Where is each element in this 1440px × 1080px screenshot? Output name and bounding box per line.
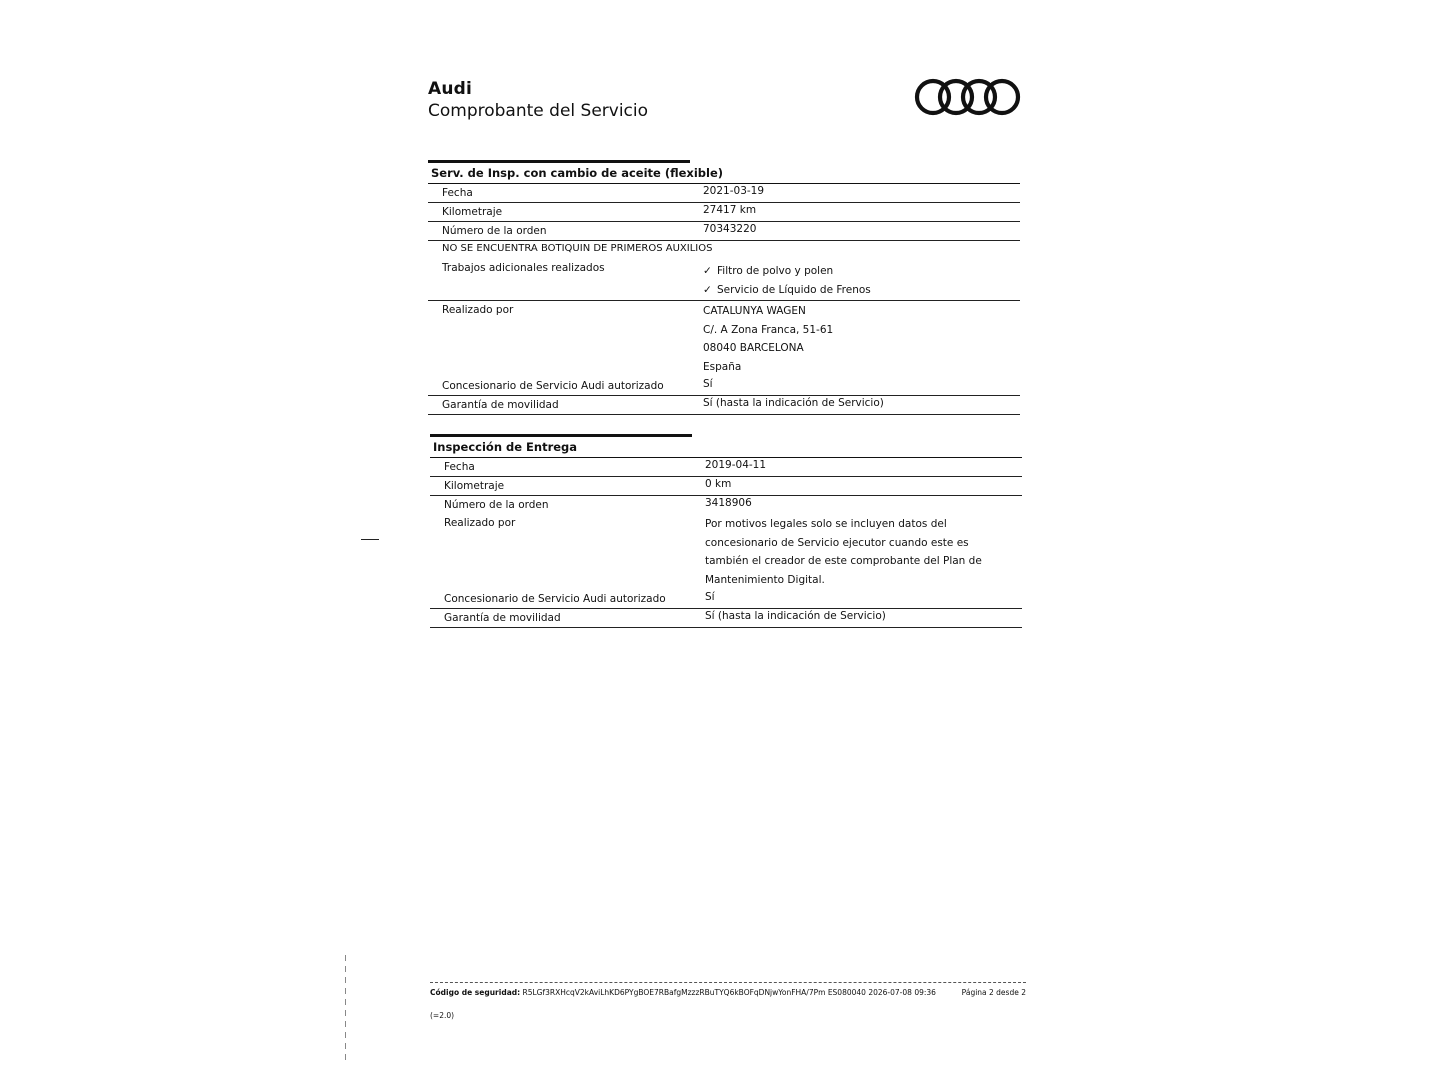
authorized-dealer-label: Concesionario de Servicio Audi autorizado bbox=[442, 380, 664, 392]
mobility-guarantee-row bbox=[428, 396, 1020, 415]
date-row bbox=[430, 458, 1022, 477]
brand-name: Audi bbox=[428, 79, 473, 99]
date-row bbox=[428, 184, 1020, 203]
order-number-value: 70343220 bbox=[703, 223, 757, 235]
mobility-guarantee-label: Garantía de movilidad bbox=[442, 399, 559, 411]
performed-by-label: Realizado por bbox=[442, 304, 514, 316]
address-line: 08040 BARCELONA bbox=[703, 342, 804, 354]
scan-edge-line bbox=[345, 955, 346, 1060]
mobility-guarantee-label: Garantía de movilidad bbox=[444, 612, 561, 624]
mobility-guarantee-value: Sí (hasta la indicación de Servicio) bbox=[705, 610, 886, 622]
security-code-label: Código de seguridad: bbox=[430, 988, 521, 997]
mileage-value: 27417 km bbox=[703, 204, 757, 216]
order-number-value: 3418906 bbox=[705, 497, 752, 509]
address-line: CATALUNYA WAGEN bbox=[703, 305, 806, 317]
note-row bbox=[428, 241, 1020, 259]
address-line: España bbox=[703, 360, 742, 373]
checkmark-icon: ✓ bbox=[703, 283, 712, 296]
mobility-guarantee-value: Sí (hasta la indicación de Servicio) bbox=[703, 397, 884, 409]
document-title: Comprobante del Servicio bbox=[428, 101, 649, 121]
audi-four-rings-icon bbox=[914, 76, 1022, 118]
authorized-dealer-label: Concesionario de Servicio Audi autorizado bbox=[444, 593, 666, 605]
mileage-label: Kilometraje bbox=[442, 206, 503, 218]
timestamp: 2026-07-08 09:36 bbox=[868, 988, 936, 997]
delivery-inspection-section bbox=[430, 434, 1022, 628]
authorized-dealer-value: Sí bbox=[703, 378, 713, 390]
date-value: 2019-04-11 bbox=[705, 459, 767, 471]
document-footer bbox=[430, 982, 1026, 1020]
footer-line bbox=[430, 988, 1026, 997]
date-label: Fecha bbox=[444, 461, 475, 473]
version: (=2.0) bbox=[430, 1011, 455, 1020]
order-number-label: Número de la orden bbox=[444, 499, 549, 511]
performed-by-address bbox=[690, 301, 1020, 377]
mileage-value: 0 km bbox=[705, 478, 732, 490]
margin-mark bbox=[361, 539, 379, 540]
section-title: Inspección de Entrega bbox=[430, 437, 1022, 458]
section-title: Serv. de Insp. con cambio de aceite (flexible) bbox=[428, 163, 1020, 184]
work-item: ✓ Servicio de Líquido de Frenos bbox=[703, 281, 1020, 300]
authorized-dealer-value: Sí bbox=[705, 591, 715, 603]
address-line: C/. A Zona Franca, 51-61 bbox=[703, 323, 834, 336]
mileage-row bbox=[428, 203, 1020, 222]
order-number-row bbox=[430, 496, 1022, 514]
additional-work-row bbox=[428, 259, 1020, 301]
additional-work-list bbox=[690, 259, 1020, 300]
date-value: 2021-03-19 bbox=[703, 185, 765, 197]
work-item: ✓ Filtro de polvo y polen bbox=[703, 262, 1020, 281]
date-label: Fecha bbox=[442, 187, 473, 199]
order-number-row bbox=[428, 222, 1020, 241]
mileage-row bbox=[430, 477, 1022, 496]
mileage-label: Kilometraje bbox=[444, 480, 505, 492]
performed-by-row bbox=[428, 301, 1020, 377]
performed-by-row bbox=[430, 514, 1022, 590]
service-inspection-section bbox=[428, 160, 1020, 415]
mobility-guarantee-row bbox=[430, 609, 1022, 628]
brand-block bbox=[428, 79, 648, 121]
security-code bbox=[430, 988, 936, 997]
performed-by-label: Realizado por bbox=[444, 517, 516, 529]
order-number-label: Número de la orden bbox=[442, 225, 547, 237]
page-number: Página 2 desde 2 bbox=[961, 988, 1026, 997]
additional-work-label: Trabajos adicionales realizados bbox=[442, 262, 605, 274]
checkmark-icon: ✓ bbox=[703, 265, 712, 277]
authorized-dealer-row bbox=[430, 590, 1022, 609]
legal-notice: Por motivos legales solo se incluyen datos del concesionario de Servicio ejecutor cuando este es también el creador de este comprobante del Plan de Mantenimiento Digital. bbox=[705, 518, 982, 586]
security-code-value: R5LGf3RXHcqV2kAviLhKD6PYgBOE7RBafgMzzzRBuTYQ6kBOFqDNjwYonFHA/7Pm bbox=[522, 988, 826, 997]
dealer-code: ES080040 bbox=[827, 988, 866, 997]
first-aid-note: NO SE ENCUENTRA BOTIQUIN DE PRIMEROS AUXILIOS bbox=[442, 243, 713, 254]
authorized-dealer-row bbox=[428, 377, 1020, 396]
